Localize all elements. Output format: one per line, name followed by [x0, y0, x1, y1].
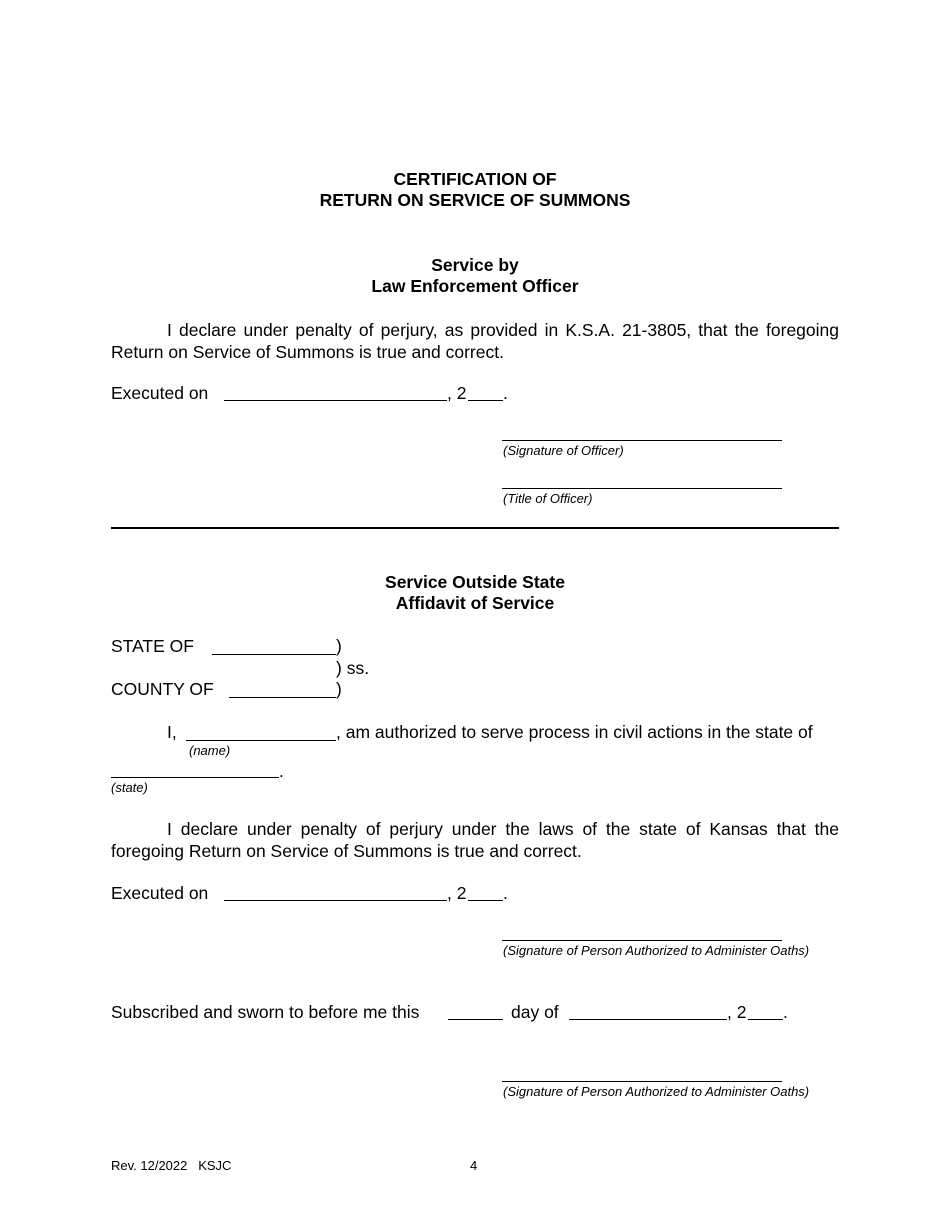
- officer-signature-caption: (Signature of Officer): [503, 443, 624, 458]
- i-label: I,: [167, 722, 177, 742]
- state-of-label: STATE OF: [111, 636, 194, 656]
- ss-label: ) ss.: [336, 658, 370, 678]
- sworn-period: .: [783, 1002, 788, 1022]
- server-state-field[interactable]: [111, 777, 279, 778]
- server-name-field[interactable]: [186, 740, 336, 741]
- section1-heading-line1: Service by: [431, 255, 519, 275]
- notary-signature-caption: (Signature of Person Authorized to Administer Oaths): [503, 1084, 810, 1099]
- section1-period: .: [503, 383, 508, 403]
- section2-executed-date-field[interactable]: [224, 900, 447, 901]
- county-of-label: COUNTY OF: [111, 679, 214, 699]
- section1-executed-label: Executed on: [111, 383, 209, 403]
- authorized-text: , am authorized to serve process in civil actions in the state of: [336, 722, 813, 742]
- sworn-year-field[interactable]: [748, 1019, 783, 1020]
- sworn-day-of-label: day of: [511, 1002, 559, 1022]
- officer-signature-line[interactable]: [502, 440, 782, 441]
- officer-title-line[interactable]: [502, 488, 782, 489]
- section1-declaration: I declare under penalty of perjury, as provided in K.S.A. 21-3805, that the foregoing Return on Service of Summons is true and correct.: [111, 320, 839, 362]
- document-title-line2: RETURN ON SERVICE OF SUMMONS: [319, 190, 631, 210]
- sworn-month-field[interactable]: [569, 1019, 727, 1020]
- section2-period: .: [503, 883, 508, 903]
- section2-heading-line1: Service Outside State: [385, 572, 565, 592]
- sworn-year-prefix: , 2: [727, 1002, 747, 1022]
- section1-year-prefix: , 2: [447, 383, 467, 403]
- state-of-field[interactable]: [212, 654, 336, 655]
- county-of-field[interactable]: [229, 697, 336, 698]
- footer-revision: Rev. 12/2022 KSJC: [111, 1158, 232, 1173]
- section2-executed-label: Executed on: [111, 883, 209, 903]
- state-period: .: [279, 761, 284, 781]
- section2-declaration: I declare under penalty of perjury under the laws of the state of Kansas that the foregoing Return on Service of Summons is true and correct.: [111, 819, 839, 861]
- state-paren: ): [336, 636, 342, 656]
- state-caption: (state): [111, 780, 148, 795]
- officer-title-caption: (Title of Officer): [503, 491, 593, 506]
- section2-year-prefix: , 2: [447, 883, 467, 903]
- section-divider: [111, 527, 839, 529]
- section1-heading-line2: Law Enforcement Officer: [371, 276, 579, 296]
- authorized-signature-caption: (Signature of Person Authorized to Administer Oaths): [503, 943, 810, 958]
- document-title-line1: CERTIFICATION OF: [393, 169, 557, 189]
- section2-year-field[interactable]: [468, 900, 503, 901]
- sworn-day-field[interactable]: [448, 1019, 503, 1020]
- section1-year-field[interactable]: [468, 400, 503, 401]
- county-paren: ): [336, 679, 342, 699]
- sworn-prefix: Subscribed and sworn to before me this: [111, 1002, 420, 1022]
- section1-executed-date-field[interactable]: [224, 400, 447, 401]
- name-caption: (name): [189, 743, 231, 758]
- page-number: 4: [470, 1158, 478, 1173]
- authorized-signature-line[interactable]: [502, 940, 782, 941]
- notary-signature-line[interactable]: [502, 1081, 782, 1082]
- section2-heading-line2: Affidavit of Service: [395, 593, 555, 613]
